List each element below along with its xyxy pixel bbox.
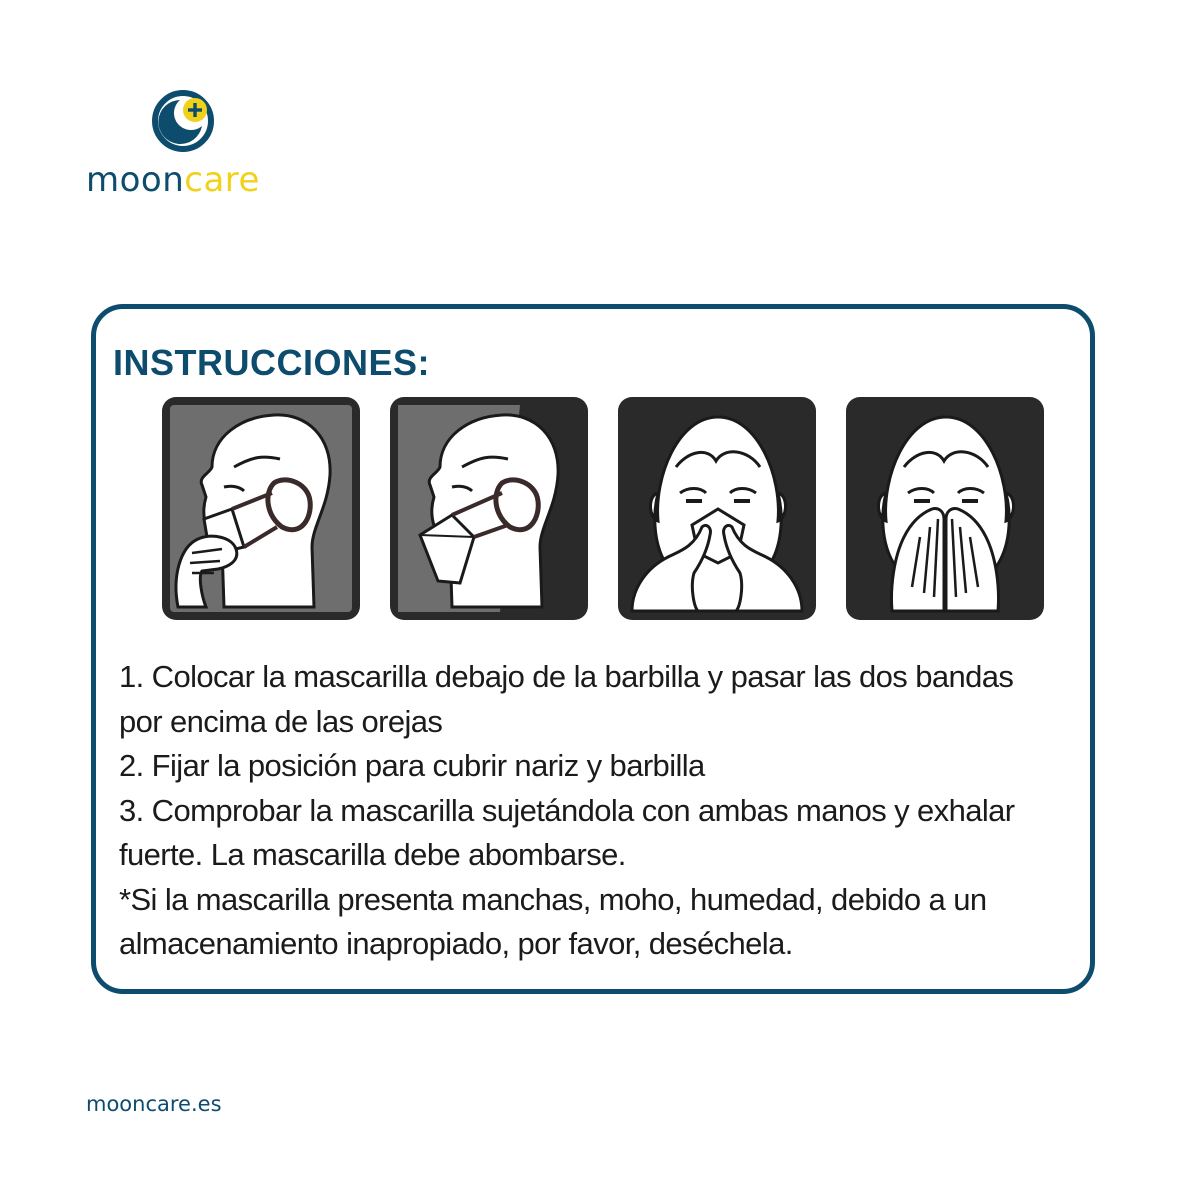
brand-logo (84, 86, 284, 206)
brand-wordmark (86, 160, 260, 200)
instructions-text (119, 655, 1089, 967)
brand-word-care: care (184, 160, 260, 200)
step-4-panel (846, 397, 1044, 620)
moon-plus-icon (150, 86, 220, 156)
step-illustrations (162, 397, 1044, 620)
mask-check-fit-hands-illustration (846, 397, 1044, 620)
mask-bands-over-ears-side-illustration (390, 397, 588, 620)
mask-under-chin-side-illustration (162, 397, 360, 620)
instruction-line-6: *Si la mascarilla presenta manchas, moho, humedad, debido a un (119, 881, 987, 917)
brand-word-moon: moon (86, 160, 185, 200)
website-link[interactable]: mooncare.es (86, 1092, 222, 1116)
instruction-line-1: 1. Colocar la mascarilla debajo de la barbilla y pasar las dos bandas (119, 659, 1014, 694)
mask-adjust-nose-front-illustration (618, 397, 816, 620)
step-3-panel (618, 397, 816, 620)
instruction-line-3: 2. Fijar la posición para cubrir nariz y barbilla (119, 748, 705, 783)
instruction-line-7: almacenamiento inapropiado, por favor, deséchela. (119, 926, 793, 961)
instruction-line-2: por encima de las orejas (119, 703, 443, 739)
instructions-title: INSTRUCCIONES: (113, 342, 431, 383)
step-2-panel (390, 397, 588, 620)
instruction-line-4: 3. Comprobar la mascarilla sujetándola con ambas manos y exhalar (119, 792, 1015, 828)
step-1-panel (162, 397, 360, 620)
instruction-line-5: fuerte. La mascarilla debe abombarse. (119, 837, 626, 872)
instructions-card (91, 304, 1095, 994)
